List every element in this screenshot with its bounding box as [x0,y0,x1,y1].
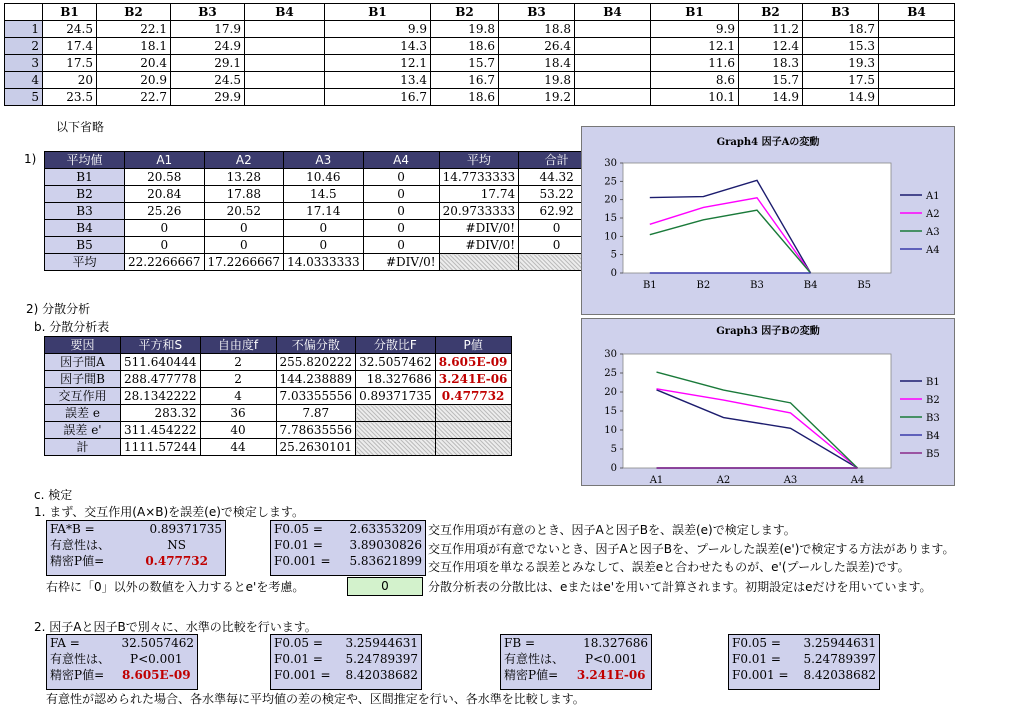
raw-data-cell: 19.2 [499,89,575,106]
mean-row [45,254,595,271]
raw-data-cell: 17.5 [43,55,97,72]
raw-data-cell: 22.7 [97,89,171,106]
f0001-label: F0.001 = [274,554,331,568]
anova-cell: 32.5057462 [356,354,436,371]
fa-p-value: 8.605E-09 [121,668,191,682]
mean-cell: 53.22 [519,186,595,203]
raw-data-cell [245,89,325,106]
f001-label: F0.01 = [274,538,323,552]
raw-data-cell: 24.5 [171,72,245,89]
legend-label: A3 [926,227,940,238]
raw-data-cell: 29.1 [171,55,245,72]
raw-data-row [5,89,955,106]
raw-data-cell: 19.8 [499,72,575,89]
raw-data-cell [575,38,651,55]
raw-data-cell: 18.7 [803,21,879,38]
mean-cell: 0 [363,203,439,220]
anova-cell: 3.241E-06 [435,371,511,388]
legend-label: A2 [926,209,940,220]
anova-row [45,354,512,371]
raw-header-cell: B3 [803,4,879,21]
y-tick-label: 15 [604,213,617,224]
raw-data-cell [879,72,955,89]
mean-cell: 0 [204,237,284,254]
chart-title: Graph3 因子Bの変動 [716,326,820,337]
mean-row-label: 平均 [45,254,125,271]
fa-p-label: 精密P値= [50,668,105,682]
raw-data-cell: 22.1 [97,21,171,38]
x-tick-label: A2 [716,475,731,485]
mean-cell: 44.32 [519,169,595,186]
f0001-value: 5.83621899 [349,554,422,568]
f005-label: F0.05 = [274,522,323,536]
fb-f0001-value: 8.42038682 [803,668,876,682]
mean-cell: 14.5 [284,186,364,203]
fa-f0001-label: F0.001 = [274,668,331,682]
raw-data-cell: 19.3 [803,55,879,72]
section-c-label: c. 検定 [34,488,73,502]
raw-data-cell: 18.4 [499,55,575,72]
mean-cell: 25.26 [125,203,205,220]
note-2: 交互作用項が有意でないとき、因子Aと因子Bを、プールした誤差(e')で検定する方法があります。 [428,542,955,556]
raw-data-cell [575,55,651,72]
anova-cell: 40 [200,422,276,439]
raw-data-cell: 15.3 [803,38,879,55]
raw-data-cell: 12.4 [739,38,803,55]
mean-cell: 62.92 [519,203,595,220]
y-tick-label: 0 [610,463,617,474]
fb-value: 18.327686 [583,636,648,650]
raw-data-cell: 20.4 [97,55,171,72]
y-tick-label: 5 [610,444,617,455]
mean-cell: 0 [363,220,439,237]
raw-data-cell: 8.6 [651,72,739,89]
raw-data-cell: 20.9 [97,72,171,89]
raw-data-cell: 23.5 [43,89,97,106]
y-tick-label: 30 [604,158,617,169]
fab-label: FA*B = [50,522,95,536]
fa-f005-label: F0.05 = [274,636,323,650]
anova-cell: 7.03355556 [276,388,356,405]
mean-table [44,151,595,271]
anova-cell: 283.32 [121,405,201,422]
raw-header-cell: B1 [43,4,97,21]
mean-row-label: B5 [45,237,125,254]
mean-cell: 20.9733333 [439,203,519,220]
mean-cell: 0 [284,220,364,237]
raw-data-cell: 11.2 [739,21,803,38]
x-tick-label: B1 [642,280,657,291]
y-tick-label: 0 [610,268,617,279]
step-2-text: 2. 因子Aと因子Bで別々に、水準の比較を行います。 [34,620,317,634]
anova-row [45,388,512,405]
plot-area [623,354,891,468]
mean-cell: 20.58 [125,169,205,186]
mean-cell: 17.2266667 [204,254,284,271]
raw-header-cell: B4 [245,4,325,21]
anova-header-cell: 要因 [45,337,121,354]
mean-cell: 0 [284,237,364,254]
note-4: 分散分析表の分散比は、eまたはe'を用いて計算されます。初期設定はeだけを用いています。 [428,580,932,594]
anova-cell [356,439,436,456]
raw-data-cell: 13.4 [325,72,431,89]
anova-row [45,371,512,388]
raw-row-number: 2 [5,38,43,55]
anova-cell: 36 [200,405,276,422]
raw-data-cell [245,55,325,72]
mean-row-label: B3 [45,203,125,220]
y-tick-label: 25 [604,176,617,188]
fa-significance-value: P<0.001 [130,652,183,666]
raw-header-cell: B2 [739,4,803,21]
fb-result-box [500,634,652,690]
mean-row [45,220,595,237]
fb-f001-value: 5.24789397 [803,652,876,666]
raw-header-cell: B2 [431,4,499,21]
mean-cell: 22.2266667 [125,254,205,271]
raw-data-cell: 12.1 [325,55,431,72]
fb-significance-value: P<0.001 [584,652,638,666]
raw-header-cell: B3 [499,4,575,21]
raw-data-cell [245,21,325,38]
raw-data-row [5,21,955,38]
mean-row [45,169,595,186]
raw-row-number: 3 [5,55,43,72]
fa-critical-box [270,634,422,690]
anova-cell: 0.477732 [435,388,511,405]
raw-data-cell [245,72,325,89]
mean-cell: #DIV/0! [439,220,519,237]
legend-label: B4 [926,431,940,442]
mean-cell: 17.74 [439,186,519,203]
mean-cell: 14.0333333 [284,254,364,271]
raw-data-cell: 29.9 [171,89,245,106]
y-tick-label: 10 [604,231,617,243]
pool-error-input[interactable]: 0 [347,577,423,596]
mean-header-cell: A3 [284,152,364,169]
section-2b-label: b. 分散分析表 [34,320,110,334]
raw-data-cell [575,21,651,38]
anova-cell: 255.820222 [276,354,356,371]
mean-cell: 0 [125,237,205,254]
note-1: 交互作用項が有意のとき、因子Aと因子Bを、誤差(e)で検定します。 [428,523,796,537]
fb-f005-value: 3.25944631 [803,636,876,650]
x-tick-label: A3 [783,475,798,485]
anova-cell: 144.238889 [276,371,356,388]
anova-cell: 4 [200,388,276,405]
raw-data-cell: 16.7 [325,89,431,106]
y-tick-label: 10 [604,425,617,436]
y-tick-label: 5 [610,249,617,261]
anova-cell: 7.87 [276,405,356,422]
fb-significance-label: 有意性は、 [504,652,565,666]
plot-area [623,163,891,273]
anova-factor-label: 交互作用 [45,388,121,405]
raw-data-cell: 19.8 [431,21,499,38]
raw-data-cell: 20 [43,72,97,89]
fb-p-label: 精密P値= [504,668,559,682]
raw-data-cell: 24.9 [171,38,245,55]
anova-cell: 8.605E-09 [435,354,511,371]
anova-factor-label: 誤差 e [45,405,121,422]
anova-header-cell: 自由度f [200,337,276,354]
raw-row-number: 4 [5,72,43,89]
anova-row [45,422,512,439]
anova-header-cell: P値 [435,337,511,354]
y-tick-label: 20 [604,387,617,398]
raw-data-cell [879,89,955,106]
omitted-label: 以下省略 [56,120,105,134]
raw-header-cell: B3 [171,4,245,21]
raw-data-cell: 17.9 [171,21,245,38]
fab-p-label: 精密P値= [50,554,105,568]
mean-cell: 0 [363,237,439,254]
x-tick-label: B4 [803,280,818,291]
mean-cell: 0 [519,220,595,237]
raw-data-cell: 18.3 [739,55,803,72]
x-tick-label: B2 [696,280,711,291]
mean-cell: 20.52 [204,203,284,220]
raw-header-cell: B4 [879,4,955,21]
raw-data-cell: 9.9 [651,21,739,38]
y-tick-label: 20 [604,194,617,206]
raw-data-cell: 18.1 [97,38,171,55]
anova-cell: 2 [200,354,276,371]
anova-cell [435,439,511,456]
f005-value: 2.63353209 [349,522,422,536]
mean-cell: 0 [519,237,595,254]
anova-cell: 311.454222 [121,422,201,439]
y-tick-label: 30 [604,349,617,360]
anova-header-cell: 平方和S [121,337,201,354]
chart-graph4-svg [582,127,954,314]
mean-cell: 0 [204,220,284,237]
fab-value: 0.89371735 [149,522,222,536]
anova-header-cell: 分散比F [356,337,436,354]
fb-critical-box [728,634,880,690]
raw-data-cell: 15.7 [739,72,803,89]
fab-significance-label: 有意性は、 [50,538,111,552]
footer-text: 有意性が認められた場合、各水準毎に平均値の差の検定や、区間推定を行い、各水準を比較します。 [46,692,585,706]
anova-factor-label: 誤差 e' [45,422,121,439]
f-critical-box-1 [270,520,426,576]
raw-header-cell: B2 [97,4,171,21]
section-2-label: 2) 分散分析 [26,302,91,316]
fa-result-box [46,634,198,690]
raw-data-cell [879,21,955,38]
mean-cell: 17.14 [284,203,364,220]
step-1-text: 1. まず、交互作用(A×B)を誤差(e)で検定します。 [34,505,304,519]
x-tick-label: A4 [850,475,865,485]
legend-label: A4 [926,245,940,256]
raw-row-number: 1 [5,21,43,38]
y-tick-label: 15 [604,406,617,417]
fa-f001-label: F0.01 = [274,652,323,666]
x-tick-label: B3 [750,280,764,291]
raw-data-cell [575,89,651,106]
fab-p-value: 0.477732 [145,554,208,568]
raw-data-cell: 17.4 [43,38,97,55]
fa-label: FA = [50,636,80,650]
fa-significance-label: 有意性は、 [50,652,111,666]
raw-data-cell: 24.5 [43,21,97,38]
raw-data-cell [879,38,955,55]
anova-cell [435,405,511,422]
anova-cell: 18.327686 [356,371,436,388]
raw-data-cell: 12.1 [651,38,739,55]
mean-cell: 0 [363,169,439,186]
fb-f001-label: F0.01 = [732,652,781,666]
fa-f0001-value: 8.42038682 [345,668,418,682]
raw-data-cell: 17.5 [803,72,879,89]
anova-cell [435,422,511,439]
raw-data-row [5,38,955,55]
raw-header-cell: B1 [325,4,431,21]
raw-data-row [5,72,955,89]
x-tick-label: B5 [857,280,872,291]
mean-cell: 0 [363,186,439,203]
raw-data-table [4,3,955,106]
section-1-label: 1) [24,152,37,166]
mean-header-cell: 平均値 [45,152,125,169]
anova-cell: 7.78635556 [276,422,356,439]
mean-cell: #DIV/0! [439,237,519,254]
raw-data-cell: 18.6 [431,38,499,55]
fa-f005-value: 3.25944631 [345,636,418,650]
legend-label: B2 [926,395,940,406]
chart-graph4 [581,126,955,315]
mean-cell: 20.84 [125,186,205,203]
chart-title: Graph4 因子Aの変動 [716,137,820,148]
anova-cell: 0.89371735 [356,388,436,405]
raw-header-cell [5,4,43,21]
mean-row [45,186,595,203]
mean-cell: 17.88 [204,186,284,203]
anova-row [45,405,512,422]
anova-factor-label: 因子間A [45,354,121,371]
y-tick-label: 25 [604,368,617,379]
mean-header-cell: A1 [125,152,205,169]
mean-row-label: B4 [45,220,125,237]
mean-cell: 10.46 [284,169,364,186]
raw-row-number: 5 [5,89,43,106]
mean-row-label: B2 [45,186,125,203]
x-tick-label: A1 [649,475,664,485]
raw-header-cell: B4 [575,4,651,21]
raw-data-cell: 26.4 [499,38,575,55]
f001-value: 3.89030826 [349,538,422,552]
chart-graph3 [581,318,955,486]
note-3: 交互作用項を単なる誤差とみなして、誤差eと合わせたものが、e'(プールした誤差)です。 [428,560,910,574]
legend-label: B5 [926,449,940,460]
raw-data-cell [879,55,955,72]
raw-data-cell [575,72,651,89]
raw-data-row [5,55,955,72]
anova-cell: 44 [200,439,276,456]
raw-data-cell: 11.6 [651,55,739,72]
anova-cell [356,422,436,439]
fab-significance-value: NS [167,538,186,552]
anova-cell [356,405,436,422]
raw-data-cell: 14.9 [739,89,803,106]
mean-cell: 14.7733333 [439,169,519,186]
mean-header-cell: 平均 [439,152,519,169]
mean-header-cell: 合計 [519,152,595,169]
fb-p-value: 3.241E-06 [576,668,646,682]
mean-header-cell: A2 [204,152,284,169]
legend-label: B1 [926,377,940,388]
anova-row [45,439,512,456]
fb-f0001-label: F0.001 = [732,668,789,682]
raw-data-cell: 16.7 [431,72,499,89]
mean-cell: #DIV/0! [363,254,439,271]
fa-value: 32.5057462 [121,636,194,650]
anova-factor-label: 因子間B [45,371,121,388]
mean-cell: 0 [125,220,205,237]
raw-data-cell: 9.9 [325,21,431,38]
mean-row-label: B1 [45,169,125,186]
mean-row [45,237,595,254]
anova-table [44,336,512,456]
raw-data-cell: 14.9 [803,89,879,106]
mean-cell: 13.28 [204,169,284,186]
anova-cell: 1111.57244 [121,439,201,456]
raw-data-cell: 14.3 [325,38,431,55]
raw-data-cell: 18.6 [431,89,499,106]
anova-factor-label: 計 [45,439,121,456]
raw-data-cell [245,38,325,55]
fb-label: FB = [504,636,536,650]
raw-data-cell: 18.8 [499,21,575,38]
raw-data-cell: 10.1 [651,89,739,106]
anova-cell: 511.640444 [121,354,201,371]
anova-cell: 2 [200,371,276,388]
anova-cell: 28.1342222 [121,388,201,405]
fa-f001-value: 5.24789397 [345,652,418,666]
fb-f005-label: F0.05 = [732,636,781,650]
raw-header-cell: B1 [651,4,739,21]
anova-header-cell: 不偏分散 [276,337,356,354]
mean-row [45,203,595,220]
legend-label: B3 [926,413,940,424]
input-hint: 右枠に「0」以外の数値を入力するとe'を考慮。 [46,580,305,594]
anova-cell: 288.477778 [121,371,201,388]
legend-label: A1 [926,191,940,202]
raw-data-cell: 15.7 [431,55,499,72]
mean-cell [439,254,519,271]
anova-cell: 25.2630101 [276,439,356,456]
fab-result-box [46,520,226,576]
chart-graph3-svg [582,319,954,485]
mean-header-cell: A4 [363,152,439,169]
